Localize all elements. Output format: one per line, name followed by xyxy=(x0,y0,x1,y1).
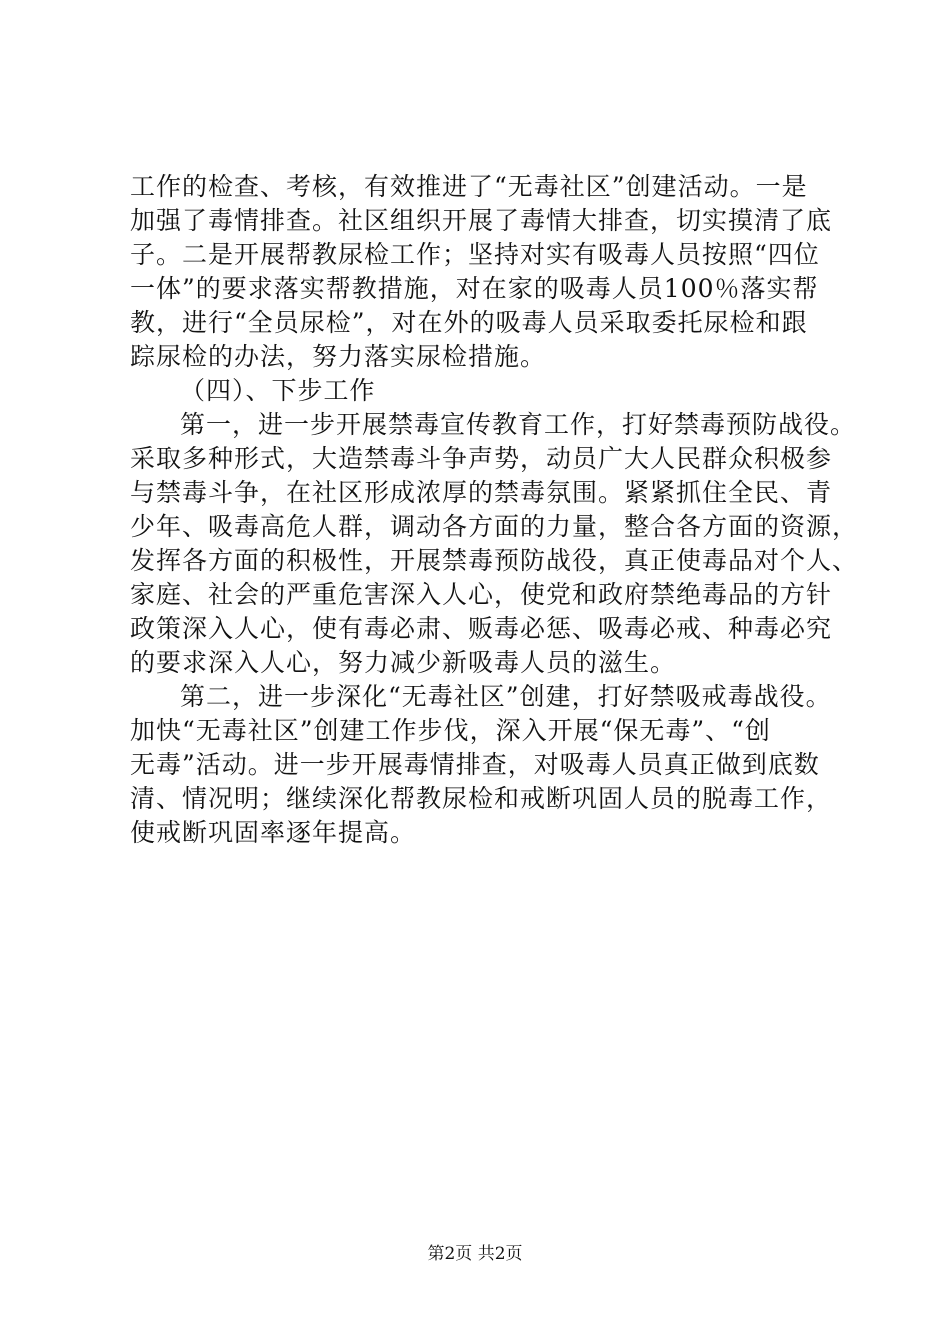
text-line: 踪尿检的办法，努力落实尿检措施。 xyxy=(130,342,547,371)
text-line: 的要求深入人心，努力减少新吸毒人员的滋生。 xyxy=(130,648,677,677)
paragraph-start-line: 第一，进一步开展禁毒宣传教育工作，打好禁毒预防战役。 xyxy=(180,410,857,439)
text-line: 子。二是开展帮教尿检工作；坚持对实有吸毒人员按照“四位 xyxy=(130,240,820,269)
text-line: 加强了毒情排查。社区组织开展了毒情大排查，切实摸清了底 xyxy=(130,206,833,235)
text-line: 工作的检查、考核，有效推进了“无毒社区”创建活动。一是 xyxy=(130,172,808,201)
text-line: 发挥各方面的积极性，开展禁毒预防战役，真正使毒品对个人、 xyxy=(130,546,859,575)
text-line: 一体”的要求落实帮教措施，对在家的吸毒人员100％落实帮 xyxy=(130,274,819,303)
page-footer: 第2页 共2页 xyxy=(427,1244,523,1264)
text-line: 清、情况明；继续深化帮教尿检和戒断巩固人员的脱毒工作， xyxy=(130,784,833,813)
text-line: 使戒断巩固率逐年提高。 xyxy=(130,818,417,847)
text-line: 教，进行“全员尿检”，对在外的吸毒人员采取委托尿检和跟 xyxy=(130,308,808,337)
text-line: 无毒”活动。进一步开展毒情排查，对吸毒人员真正做到底数 xyxy=(130,750,820,779)
text-line: 采取多种形式，大造禁毒斗争声势，动员广大人民群众积极参 xyxy=(130,444,833,473)
text-line: 与禁毒斗争，在社区形成浓厚的禁毒氛围。紧紧抓住全民、青 xyxy=(130,478,833,507)
text-line: 加快“无毒社区”创建工作步伐，深入开展“保无毒”、“创 xyxy=(130,716,771,745)
text-line: 少年、吸毒高危人群，调动各方面的力量，整合各方面的资源， xyxy=(130,512,859,541)
text-line: 政策深入人心，使有毒必肃、贩毒必惩、吸毒必戒、种毒必究 xyxy=(130,614,833,643)
text-line: 家庭、社会的严重危害深入人心，使党和政府禁绝毒品的方针 xyxy=(130,580,833,609)
section-heading: （四）、下步工作 xyxy=(180,376,376,405)
document-body xyxy=(130,170,859,850)
paragraph-start-line: 第二，进一步深化“无毒社区”创建，打好禁吸戒毒战役。 xyxy=(180,682,832,711)
